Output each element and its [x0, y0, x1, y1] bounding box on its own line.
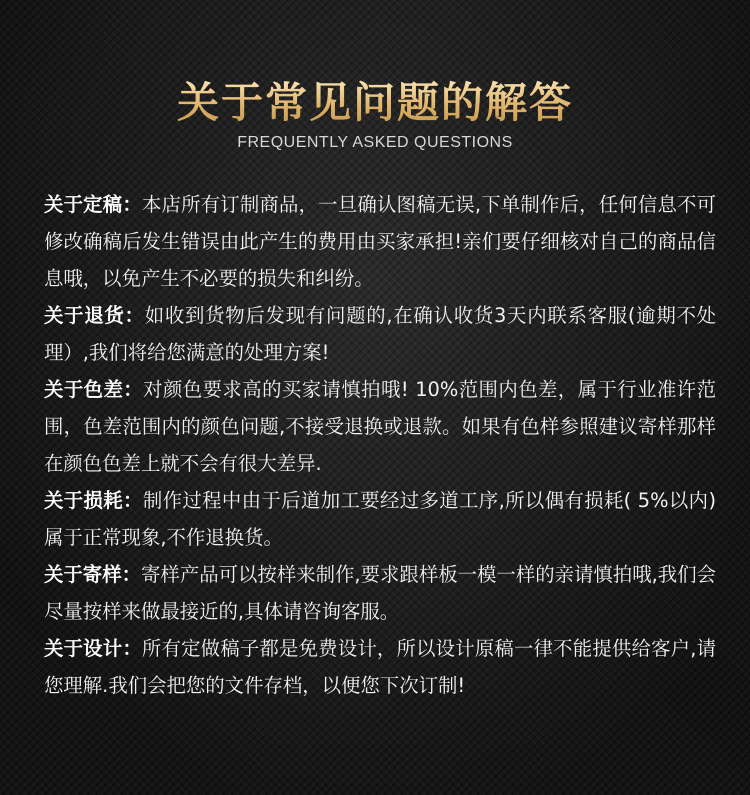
page-subtitle: FREQUENTLY ASKED QUESTIONS	[237, 134, 513, 151]
faq-label: 关于设计：	[44, 637, 142, 660]
faq-label: 关于寄样：	[44, 563, 142, 586]
faq-text: 寄样产品可以按样来制作,要求跟样板一模一样的亲请慎拍哦,我们会尽量按样来做最接近的,具体请咨询客服。	[44, 563, 717, 623]
faq-item-sample	[44, 556, 716, 630]
faq-item-design	[44, 630, 716, 704]
faq-text: 制作过程中由于后道加工要经过多道工序,所以偶有损耗( 5%以内)属于正常现象,不作退换货。	[44, 489, 717, 549]
page-title: 关于常见问题的解答	[0, 78, 750, 128]
faq-item-loss	[44, 482, 716, 556]
faq-text: 如收到货物后发现有问题的,在确认收货3天内联系客服(逾期不处理）,我们将给您满意的处理方案!	[44, 304, 716, 364]
faq-item-returns	[44, 297, 716, 371]
faq-text: 对颜色要求高的买家请慎拍哦! 10%范围内色差，属于行业准许范围，色差范围内的颜色问题,不接受退换或退款。如果有色样参照建议寄样那样在颜色色差上就不会有很大差异.	[44, 378, 716, 475]
faq-label: 关于退货：	[44, 304, 145, 327]
faq-item-finalize	[44, 186, 716, 297]
faq-text: 本店所有订制商品，一旦确认图稿无误,下单制作后，任何信息不可修改确稿后发生错误由此产生的费用由买家承担!亲们要仔细核对自己的商品信息哦，以免产生不必要的损失和纠纷。	[44, 193, 716, 290]
faq-list	[44, 186, 716, 704]
faq-item-color-difference	[44, 371, 716, 482]
faq-text: 所有定做稿子都是免费设计，所以设计原稿一律不能提供给客户,请您理解.我们会把您的文件存档，以便您下次订制!	[44, 637, 716, 697]
faq-label: 关于色差：	[44, 378, 144, 401]
faq-label: 关于损耗：	[44, 489, 143, 512]
faq-label: 关于定稿：	[44, 193, 142, 216]
